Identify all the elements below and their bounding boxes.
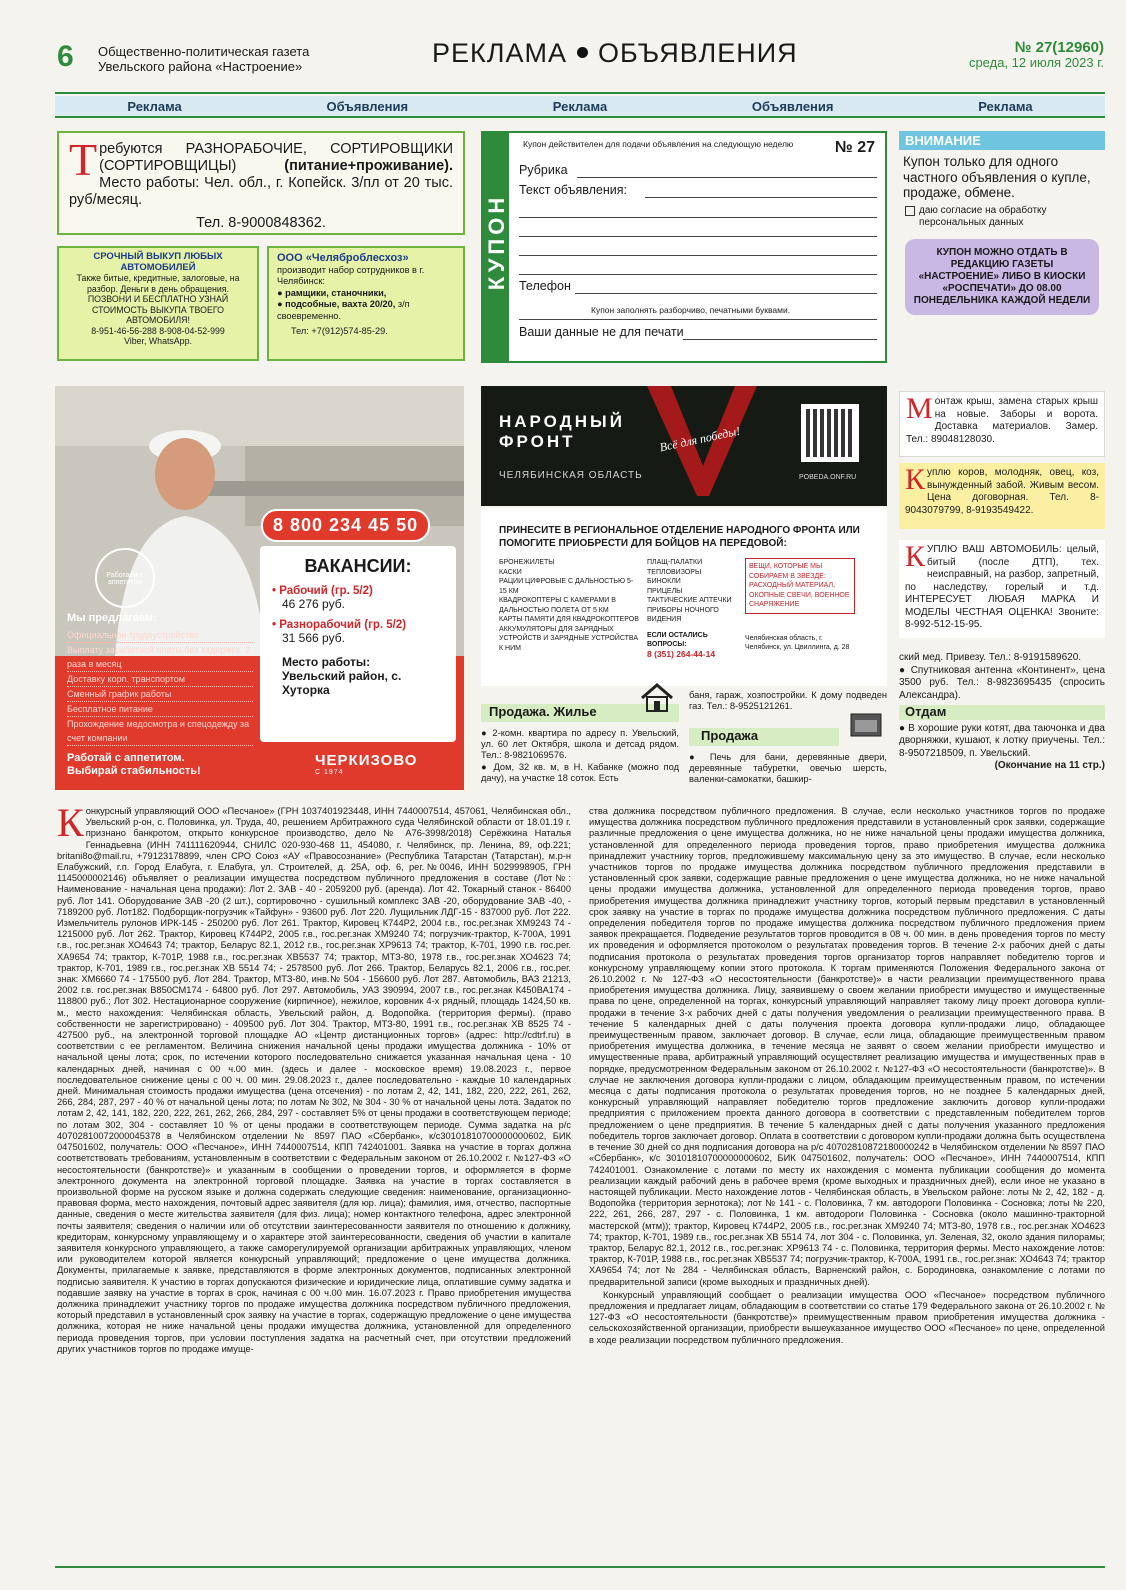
cherkizovo-brand: ЧЕРКИЗОВО <box>315 752 418 769</box>
offer-title: Мы предлагаем: <box>67 612 157 624</box>
front-region: ЧЕЛЯБИНСКАЯ ОБЛАСТЬ <box>499 470 643 481</box>
drop-cap: К <box>905 540 926 573</box>
front-item: АККУМУЛЯТОРЫ ДЛЯ ЗАРЯДНЫХ УСТРОЙСТВ И ЗАРЯДНЫЕ УСТРОЙСТВА К НИМ <box>499 625 639 652</box>
coupon-text-line[interactable] <box>519 217 877 218</box>
front-phone: 8 (351) 264-44-14 <box>647 648 716 659</box>
front-questions: ЕСЛИ ОСТАЛИСЬ ВОПРОСЫ: <box>647 631 708 648</box>
ad-chelobl-title: ООО «Челяброблесхоз» <box>277 252 409 264</box>
front-details <box>481 508 887 686</box>
notice-right-column <box>589 806 1105 1346</box>
front-list-a <box>499 558 639 659</box>
ad-cows-text: уплю коров, молодняк, овец, коз, вынужденный забой. Живым весом. Цена договорная. Тел. 8-9043079799, 8-9193549422. <box>905 467 1099 516</box>
vacancy-place-label: Место работы: <box>282 655 371 669</box>
qr-code-icon <box>801 404 859 462</box>
coupon-side-label: КУПОН <box>484 193 509 291</box>
footer-rule <box>55 1566 1105 1568</box>
ad-cars-body: Также битые, кредитные, залоговые, на разбор. Деньги в день обращения. ПОЗВОНИ И БЕСПЛАТНО УЗНАЙ СТОИМОСТЬ ВЫКУПА ТВОЕГО АВТОМОБИЛЯ! <box>76 273 240 325</box>
front-logo <box>499 412 625 452</box>
rubric-label: Объявления <box>751 98 834 114</box>
classified-give: ● В хорошие руки котят, два таючонка и два дворняжки, кушают, к лотку приучены. Тел.: 8-9507218509, п. Увельский. <box>899 722 1105 759</box>
slogan-line2: Выбирай стабильность! <box>67 765 201 777</box>
vacancy-place: Увельский район, с. Хуторка <box>282 669 402 697</box>
section-title <box>432 38 798 69</box>
sale-housing-item: ● 2-комн. квартира по адресу п. Увельский, ул. 60 лет Октября, школа и детсад рядом. Тел.: 8-9821069576. <box>481 728 679 761</box>
sale-housing-item: ● Дом, 32 кв. м, в Н. Кабанке (можно под дачу), на участке 18 соток. Есть <box>481 761 680 783</box>
continuation-note: (Окончание на 11 стр.) <box>994 760 1105 771</box>
coupon-text-line[interactable] <box>519 274 877 275</box>
ad-cars-phones: 8-951-46-56-288 8-908-04-52-999 <box>91 325 225 336</box>
coupon-number: № 27 <box>834 139 875 156</box>
drop-cap: К <box>57 800 84 845</box>
front-item: ПРИЦЕЛЫ <box>647 587 683 595</box>
front-item: КАСКИ <box>499 568 522 576</box>
coupon-phone-field[interactable] <box>575 293 877 294</box>
ad-workers-bold: (питание+проживание). <box>284 158 453 174</box>
vacancy-job2-title: Разнорабочий (гр. 5/2) <box>279 619 407 631</box>
sale-item: ● Печь для бани, деревянные двери, деревянные табуретки, овечью шерсть, валенки-самокатки, башкир- <box>689 752 887 785</box>
coupon-fill-note: Купон заполнять разборчиво, печатными буквами. <box>591 305 791 315</box>
vacancy-job2: • Разнорабочий (гр. 5/2) <box>272 619 407 631</box>
sale-header <box>689 728 839 746</box>
header-divider <box>55 92 1105 94</box>
vacancy-card <box>260 546 456 742</box>
notice-left-text: онкурсный управляющий ООО «Песчаное» (ГРН 1037401923448, ИНН 7440007514, 457061, Челябинская обл., Увельский р-он, с. Половинка, ул. Труда, 40, решением Арбитражного суда Челябинской области от 18.01.19 г. признано банкротом, открыто конкурсное производство, дело № А76-3998/2018) Серёжкина Наталья Геннадьевна (ИНН 741111620944, СНИЛС 020-930-468 11, 454080, г. Челябинск, пр. Ленина, 89, оф.221; britani8o@mail.ru, +79123178899, член СРО Союз «АУ «Правосознание» (Республика Татарстан (Татарстан), м.р-н Елабужский, г.п. Город Елабуга, г. Елабуга, ул. Строителей, д. 25А, оф. 6, рег.№0046, ИНН 5029998905, ГРН 1145000002146) объявляет о реализации имущества посредством публичного предложения в составе (Лот№: Наименование - начальная цена продажи): Лот 2. ЗАВ - 40 - 2059200 руб. (аренда). Лот 42. Токарный станок - 86400 руб. Лот 141. Оборудование ЗАВ -20 (2 шт.), сортировочно - сушильный комплекс ЗАВ -20, оборудование ЗАВ -40, - 7189200 руб. Лот182. Подборщик-погрузчик «Тайфун» - 93600 руб. Лот 220. Лущильник ЛДГ-15 - 837000 руб. Лот 222. Измельчитель рулонов ИРК-145 - 250200 руб. Лот 261. Трактор, Кировец К744Р2, 2004 г.в., гос.рег.знак ХМ9243 74 - 1215000 руб. Лот 262. Трактор, Кировец К744Р2, 2005 г.в., гос.рег.знак ХМ9240 74; погрузчик-трактор, К-700А, 1991 г.в., гос.рег.знак ХО4643 74; трактор, Беларус 82.1, 2012 г.в., гос.рег.знак ХР9613 74; трактор, К-701, 1990 г.в. гос.рег. ХА9654 74; трактор, К-701Р, 1988 г.в., гос.рег.знак ХВ5537 74; трактор, МТЗ-80, 1978 г.в., гос.рег.знак ХО4623 74; трактор, К-701, 1989 г.в., гос.рег.знак ХВ 5514 74; - 2578500 руб. Лот 266. Трактор, Беларусь 82.1, 2006 г.в., гос.рег. знак: ХМ6660 74 - 175500 руб. Лот 284. Трактор, МТЗ-80, инв.№ 504 - 156600 руб. Лот 287. Автомобиль, ВАЗ 21213, 2002 г.в. гос.рег.знак В850СМ174 - 64800 руб. Лот 297. Автомобиль, УАЗ 390994, 2007 г.в., гос.рег.знак К450ВА174 - 118800 руб.; Лот 302. Нестационарное сооружение (кирпичное), нежилое, коровник 4-х рядный, площадь 1424,50 кв. м., место нахождения: Челябинская область, Увельский район, д. Водопойка. (территория фермы). (право собственности не зарегистрировано) - 409500 руб. Лот 304. Трактор, МТЗ-80, 1991 г.в., гос.рег.знак ХВ 8525 74 - 427500 руб., на электронной торговой площадке АО «Центр дистанционных торгов» (адрес: http://cdtrf.ru) в соответствии с ее регламентом. Величина снижения начальной цены продажи имущества должника - 10% от начальной цены лота; срок, по истечении которого последовательно снижается указанная начальная цена - 10 календарных дней, начиная с 00 ч.00 мин. (здесь и далее - московское время) 19.08.2023 г., первое последовательное снижение цены с 00 ч. 00 мин. 29.08.2023 г., далее последовательно - каждые 10 календарных дней. Минимальная стоимость продажи имущества (цена отсечения) - по лотам 2, 42, 141, 182, 220, 222, 261, 262, 266, 284, 287, 297 - 40 % от начальной цены лота; по лотам № 302, № 304 - 30 % от начальной цены лота. Задаток по лотам 2, 42, 141, 182, 220, 222, 261, 262, 266, 284, 297 - составляет 5% от цены продажи в соответствующем периоде; по лотам 302, 304 - составляет 10 % от цены продажи в соответствующем периоде. Сумма задатка на р/с 40702810072000045378 в Челябинском отделении № 8597 ПАО «Сбербанк», к/с30101810700000000602, БИК 047501602, получатель: ООО «Песчаное», ИНН 7440007514, КПП 742401001. Заявка на участие в торгах должна соответствовать требованиям, установленным в соответствии с Федеральным законом от 26.10.2002 г. №127-ФЗ «О несостоятельности (банкротстве)» и указанным в сообщении о проведении торгов, и оформляется в форме электронного документа на электронной торговой площадке. Заявка на участие в торгах составляется в произвольной форме на русском языке и должна содержать следующие сведения: наименование, организационно-правовая форма, место нахождения, почтовый адрес заявителя (для юр. лица); фамилия, имя, отчество, паспортные данные, сведения о месте жительства заявителя (для физ. лица); номер контактного телефона, адрес электронной почты заявителя; сведения о наличии или об отсутствии заинтересованности заявителя по отношению к должнику, кредиторам, конкурсному управляющему и о характере этой заинтересованности, сведения об участии в капитале заявителя конкурсного управляющего, а также саморегулируемой организации арбитражных управляющих, членом или руководителем которой является конкурсный управляющий; предложение о цене имущества должника. Документы, прилагаемые к заявке, представляются в форме электронных документов, подписанных электронной подписью заявителя. К участию в торгах допускаются физические и юридические лица, оплатившие сумму задатка и подавшие заявку на участие в торгах в срок, начиная с 00 ч.00 мин. 16.07.2023 г. Право приобретения имущества должника принадлежит участнику торгов по продаже имущества должника посредством публичного предложения, который представил в установленный срок заявку на участие в торгах, содержащую предложение о цене имущества должника, которая не ниже начальной цены продажи имущества должника, установленной для определенного периода проведения торгов, при условии поступления задатка на расчетный счет, при отсутствии предложений других участников торгов по продаже имуще- <box>57 806 571 1354</box>
front-item: ПРИБОРЫ НОЧНОГО ВИДЕНИЯ <box>647 606 719 623</box>
submit-notice: КУПОН МОЖНО ОТДАТЬ В РЕДАКЦИЮ ГАЗЕТЫ «НАСТРОЕНИЕ» ЛИБО В КИОСКИ «РОСПЕЧАТИ» ДО 08.00 ПОНЕДЕЛЬНИКА КАЖДОЙ НЕДЕЛИ <box>905 239 1099 315</box>
attention-box <box>899 131 1105 363</box>
notice-left-column <box>57 800 571 1355</box>
drop-cap: Т <box>69 134 98 185</box>
classified-col-right <box>899 652 1105 773</box>
front-lists <box>499 558 869 659</box>
drop-cap: К <box>905 463 926 496</box>
classified-antenna: ● Спутниковая антенна «Континент», цена 3500 руб. Тел.: 8-9823695435 (спросить Александра). <box>899 664 1106 701</box>
sale-housing-item1: 2-комн. квартира по адресу п. Увельский, ул. 60 лет Октября, школа и детсад рядом. Тел.: 8-9821069576. <box>481 728 679 761</box>
sale-item1: Печь для бани, деревянные двери, деревянные табуретки, овечью шерсть, валенки-самокатки, башкир- <box>689 752 887 785</box>
ad-chelobl-item2: ● подсобные, вахта 20/20, з/п своевременно. <box>277 299 410 321</box>
coupon-text-line[interactable] <box>519 236 877 237</box>
vacancy-job2-pay: 31 566 руб. <box>282 631 345 645</box>
newspaper-name-line2: Увельского района «Настроение» <box>98 59 303 74</box>
vacancy-job1: • Рабочий (гр. 5/2) <box>272 585 373 597</box>
coupon-form <box>481 131 887 363</box>
rubric-label: Реклама <box>552 98 608 114</box>
issue-number: № 27(12960) <box>1014 39 1104 56</box>
issue-date: среда, 12 июля 2023 г. <box>968 55 1104 70</box>
cherkizovo-since: С 1974 <box>315 769 344 776</box>
cherkizovo-phone: 8 800 234 45 50 <box>261 509 430 542</box>
bullet-icon <box>577 47 588 58</box>
offer-item: Выплату заработной платы без задержек, 2 раза в месяц <box>67 643 253 672</box>
rubric-label: Объявления <box>326 98 409 114</box>
ad-workers <box>57 131 465 235</box>
offer-item: Доставку корп. транспортом <box>67 672 253 687</box>
front-motto: Всё для победы! <box>658 423 742 455</box>
coupon-private-field[interactable] <box>683 339 877 340</box>
front-title1: НАРОДНЫЙ <box>499 412 625 431</box>
coupon-private-label: Ваши данные не для печати <box>519 325 684 339</box>
rubric-label: Реклама <box>127 98 182 114</box>
sale-list <box>689 752 887 786</box>
coupon-validity: Купон действителен для подачи объявления на следующую неделю <box>523 139 794 149</box>
classified-med: ский мед. Привезу. Тел.: 8-9191589620. <box>899 652 1082 663</box>
ad-workers-place: Место работы: Чел. обл., г. Копейск. 3/пл от 20 тыс. руб/месяц. <box>69 175 453 208</box>
slogan-line1: Работай с аппетитом. <box>67 752 185 764</box>
rubric-label: Реклама <box>978 98 1033 114</box>
sale-housing-cont: баня, гараж, хозпостройки. К дому подведен газ. Тел.: 8-9525121261. <box>689 690 887 712</box>
front-banner <box>481 386 887 506</box>
notice-right-text: ства должника посредством публичного предложения. В случае, если несколько участников торгов по продаже имущества должника посредством публичного предложения представили в установленный срок заявки, содержащие различные предложения о цене имущества должника, но не ниже начальной цены продажи имущества должника, установленной для определенного периода проведения торгов, право приобретения имущества должника принадлежит участнику торгов, предложившему максимальную цену за это имущество. В случае, если несколько участников торгов по продаже имущества должника посредством публичного предложения представили в установленный срок заявки, содержащие равные предложения о цене имущества должника, но не ниже начальной цены продажи имущества должника, установленной для определенного периода проведения торгов, право приобретения имущества должника принадлежит участнику торгов, который первым представил в установленный срок заявку на участие в торгах по продаже имущества должника посредством публичного предложения. С даты определения победителя торгов по продаже имущества должника посредством публичного предложения прием заявок прекращается. Подведение результатов торгов проводится в 08 ч. 00 мин. в день проведения торгов по месту их проведения и оформляется протоколом о результатах проведения торгов. В течение 2-х рабочих дней с даты подписания протокола о результатах проведения торгов организатор торгов направляет победителю торгов и конкурсному управляющему копии этого протокола. К торгам применяются Положения Федерального закона от 26.10.2002 г. № 127-ФЗ «О несостоятельности (банкротстве)» в части реализации преимущественного права приобретения имущества должника. Лицу, заявившему о своем желании приобрести имущество и имущественные права по цене, определенной на торгах, конкурсный управляющий направляет такому лицу проект договора купли-продажи в течение 3-х рабочих дней с даты получения уведомления о реализации преимущественного права. В течение 5 календарных дней с даты получения проекта договора купли-продажи лицо, обладающее преимущественным правом, заключает договор. В случае, если лица, обладающие преимущественным правом приобретения имущества должника, в течение месяца не заявят о своем желании приобрести имущество и имущественные права, арбитражный управляющий осуществляет реализацию имущества и имущественных прав в порядке, предусмотренном Федеральным законом от 26.10.2002 г. №127-ФЗ «О несостоятельности (банкротстве)». В случае не заключения договора купли-продажи с лицом, обладающим преимущественным правом, по истечении месяца с даты подписания протокола о результатах проведения торгов, но не позднее 5 календарных дней, конкурсный управляющий направляет победителю торгов предложение заключить договор купли-продажи предприятия с приложением проекта данного договора в соответствии с представленным победителем торгов предложением о цене предприятия. В течение 5 календарных дней с даты получения указанного предложения победитель торгов заключает договор. Оплата в соответствии с договором купли-продажи должна быть осуществлена в течение 30 дней со дня подписания договора на р/с 40702810872180000242 в Челябинском отделении № 8597 ПАО «Сбербанк», к/с 30101810700000000602, БИК 047501602, получатель: ООО «Песчаное», ИНН 7440007514, КПП 742401001. Ознакомление с лотами по месту их нахождения с момента публикации сообщения до момента реализации каждый рабочий день в рабочее время (кроме выходных и праздничных дней), если иное не указано в настоящей публикации. Место нахождение лотов - Челябинская область, в Увельском районе: лоты № 2, 42, 182 - д. Водопойка (территория зернотока); лот № 141 - с. Половинка, 7 км. автодороги Половинка - Сосновка; лоты № 220, 222, 261, 266, 287, 297 - с. Половинка, 1 км. автодороги Половинка - Сосновка (около машинно-тракторной мастерской (мтм)); трактор, Кировец К744Р2, 2005 г.в., гос.рег.знак ХМ9240 74; МТЗ-80, 1978 г.в., гос.рег.знак ХО4623 74; трактор, К-701, 1989 г.в., гос.рег.знак ХВ 5514 74, лот 304 - с. Половинка, ул. Зеленая, 32, около здания пилорамы; трактор, Беларус 82.1, 2012 г.в., гос.рег.знак: ХР9613 74 - с. Половинка, территория фермы. Место нахождение лотов: трактор, К-701Р, 1988 г.в., гос.рег.знак ХВ5537 74; погрузчик-трактор, К-700А, 1991 г.в., гос.рег.знак: ХО4643 74; трактор ХА9654 74; лот № 284 - Челябинская область, Варненский район, с. Бородиновка, ознакомление с лотами по предварительной записи (кроме выходных и праздничных дней). <box>589 806 1105 1287</box>
front-item: ТАКТИЧЕСКИЕ АПТЕЧКИ <box>647 597 732 604</box>
front-address: Челябинская область, г. Челябинск, ул. Цвиллинга, д. 28 <box>745 634 850 651</box>
ad-roofing-text: онтаж крыш, замена старых крыш на новые. Заборы и ворота. Доставка материалов. Замер. Тел.: 89048128030. <box>906 396 1098 445</box>
house-icon <box>640 682 674 712</box>
coupon-divider <box>519 319 877 320</box>
ad-cows <box>899 463 1105 529</box>
front-item: КВАДРОКОПТЕРЫ С КАМЕРАМИ В ДАЛЬНОСТЬЮ ПОЛЕТА ОТ 5 КМ <box>499 597 616 614</box>
front-item: РАЦИИ ЦИФРОВЫЕ С ДАЛЬНОСТЬЮ 5-15 КМ <box>499 578 634 595</box>
coupon-text-label: Текст объявления: <box>519 183 627 197</box>
cherkizovo-logo <box>315 752 417 776</box>
vacancy-job1-title: Рабочий (гр. 5/2) <box>279 585 373 597</box>
consent-row <box>899 201 1105 229</box>
ad-chelobl-item2-text: подсобные, вахта 20/20, <box>285 299 396 309</box>
rubric-bar <box>55 96 1105 118</box>
front-note: ВЕЩИ, КОТОРЫЕ МЫ СОБИРАЕМ В ЗВЕЗДЕ: РАСХОДНЫЙ МАТЕРИАЛ, ОКОПНЫЕ СВЕЧИ, ВОЕННОЕ СНАРЯЖЕНИЕ <box>745 558 855 614</box>
sale-housing-title: Продажа. Жилье <box>489 704 597 719</box>
attention-badge: ВНИМАНИЕ <box>899 131 1105 150</box>
ad-chelobl-item2-rest: з/п своевременно. <box>277 299 410 321</box>
ad-cars-messengers: Viber, WhatsApp. <box>124 336 192 346</box>
give-title: Отдам <box>899 705 1105 720</box>
drop-cap: М <box>906 392 933 425</box>
ad-chelobl-phone: Тел: +7(912)574-85-29. <box>291 326 388 336</box>
front-item: КАРТЫ ПАМЯТИ ДЛЯ КВАДРОКОПТЕРОВ <box>499 616 639 623</box>
offer-item: Сменный график работы <box>67 687 253 702</box>
coupon-text-line[interactable] <box>645 197 877 198</box>
ad-chelobl-item1-text: рамщики, станочники, <box>285 287 387 298</box>
classified-antenna-text: Спутниковая антенна «Континент», цена 3500 руб. Тел.: 8-9823695435 (спросить Александра). <box>899 664 1106 701</box>
cherkizovo-badge: Работаем с аппетитом <box>95 548 155 608</box>
front-item: ПЛАЩ-ПАЛАТКИ <box>647 559 703 566</box>
classified-give-text: В хорошие руки котят, два таючонка и два дворняжки, кушают, к лотку приучены. Тел.: 8-9507218509, п. Увельский. <box>899 722 1105 759</box>
sale-housing-list <box>481 728 679 784</box>
newspaper-name <box>98 44 309 74</box>
section-title-left: РЕКЛАМА <box>432 38 567 68</box>
ad-auto-text: УПЛЮ ВАШ АВТОМОБИЛЬ: целый, битый (после ДТП), тех. неисправный, на разбор, запретный, по наследству, горелый и т.д. ИНТЕРЕСУЕТ ЛЮБАЯ МАРКА И МОДЕЛЫ ЧЕСТНАЯ ОЦЕНКА! Звоните: 8-992-512-15-95. <box>905 544 1099 630</box>
stove-icon <box>849 712 883 738</box>
page-number: 6 <box>57 40 74 73</box>
ad-workers-text: ребуются РАЗНОРАБОЧИЕ, СОРТИРОВЩИКИ (СОРТИРОВЩИЦЫ) <box>99 141 453 174</box>
cherkizovo-slogan <box>67 752 201 778</box>
offer-list <box>67 612 253 746</box>
front-item: БРОНЕЖИЛЕТЫ <box>499 559 555 566</box>
ad-workers-phone: Тел. 8-9000848362. <box>196 215 326 231</box>
front-list-b <box>647 558 737 659</box>
ad-roofing <box>899 391 1105 457</box>
sale-title: Продажа <box>701 728 759 743</box>
offer-item: Официальное трудоустройство <box>67 628 253 643</box>
front-site: POBEDA.ONF.RU <box>799 474 857 481</box>
front-item: ТЕПЛОВИЗОРЫ <box>647 568 702 576</box>
ad-chelobl <box>267 246 465 361</box>
front-title2: ФРОНТ <box>499 432 576 451</box>
offer-item: Прохождение медосмотра и спецодежду за счет компании <box>67 717 253 746</box>
offer-item: Бесплатное питание <box>67 702 253 717</box>
coupon-rubric-label: Рубрика <box>519 163 568 177</box>
attention-text: Купон только для одного частного объявления о купле, продаже, обмене. <box>903 154 1091 200</box>
coupon-phone-label: Телефон <box>519 279 571 293</box>
consent-label: даю согласие на обработку персональных данных <box>919 204 1047 228</box>
ad-car-buyout <box>57 246 259 361</box>
newspaper-name-line1: Общественно-политическая газета <box>98 44 310 59</box>
notice-right-text2: Конкурсный управляющий сообщает о реализации имущества ООО «Песчаное» посредством публичного предложения и предлагает лицам, обладающим в соответствии со статье 179 Федерального закона от 26.10.2002 г. № 127-ФЗ «О несостоятельности (банкротстве)» преимущественным правом приобретения имущества должника - сельскохозяйственной организации, приобрести вышеуказанное имущество ООО «Песчаное» по цене, определенной в ходе реализации посредством публичного предложения. <box>589 1289 1105 1345</box>
ad-cars-title: СРОЧНЫЙ ВЫКУП ЛЮБЫХ АВТОМОБИЛЕЙ <box>93 251 223 273</box>
sale-housing-item2: Дом, 32 кв. м, в Н. Кабанке (можно под дачу), на участке 18 соток. Есть <box>481 761 680 783</box>
coupon-sidebar <box>483 133 509 361</box>
ad-chelobl-intro: производит набор сотрудников в г. Челябинск: <box>277 264 425 286</box>
vacancy-job1-pay: 46 276 руб. <box>282 597 345 611</box>
ad-auto-buy <box>899 540 1105 638</box>
coupon-rubric-field[interactable] <box>577 177 877 178</box>
cherkizovo-ad <box>55 386 464 790</box>
front-call: ПРИНЕСИТЕ В РЕГИОНАЛЬНОЕ ОТДЕЛЕНИЕ НАРОДНОГО ФРОНТА ИЛИ ПОМОГИТЕ ПРИОБРЕСТИ ДЛЯ БОЙЦОВ НА ПЕРЕДОВОЙ: <box>499 525 860 549</box>
vacancy-title: ВАКАНСИИ: <box>304 556 412 576</box>
ad-chelobl-item1: ● рамщики, станочники, <box>277 287 387 298</box>
issue-info <box>969 40 1104 70</box>
front-notes <box>745 558 855 659</box>
front-item: БИНОКЛИ <box>647 578 681 585</box>
consent-checkbox[interactable] <box>905 206 915 216</box>
section-title-right: ОБЪЯВЛЕНИЯ <box>597 38 798 68</box>
coupon-text-line[interactable] <box>519 255 877 256</box>
